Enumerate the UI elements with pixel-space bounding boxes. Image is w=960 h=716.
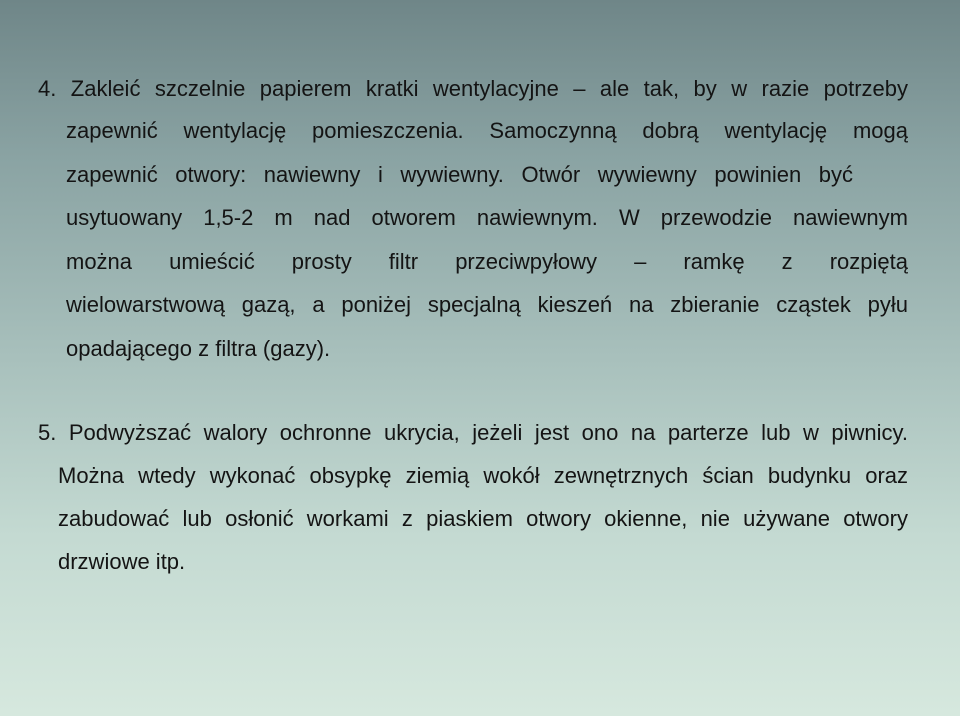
item-4-line-4: usytuowany 1,5-2 m nad otworem nawiewnym. W przewodzie nawiewnym — [66, 205, 908, 230]
item-4-line-7: opadającego z filtra (gazy). — [66, 336, 331, 361]
item-5-line-1: 5. Podwyższać walory ochronne ukrycia, jeżeli jest ono na parterze lub w piwnicy. — [38, 420, 908, 445]
item-5-line-2: Można wtedy wykonać obsypkę ziemią wokół zewnętrznych ścian budynku oraz — [58, 463, 908, 488]
item-5-line-3: zabudować lub osłonić workami z piaskiem otwory okienne, nie używane otwory — [58, 506, 908, 531]
item-4-line-2: zapewnić wentylację pomieszczenia. Samoczynną dobrą wentylację mogą — [66, 118, 908, 143]
item-4-line-5: można umieścić prosty filtr przeciwpyłowy – ramkę z rozpiętą — [66, 249, 908, 274]
item-5-line-4: drzwiowe itp. — [58, 549, 186, 574]
item-4-line-6: wielowarstwową gazą, a poniżej specjalną kieszeń na zbieranie cząstek pyłu — [66, 292, 908, 317]
item-4-line-1: 4. Zakleić szczelnie papierem kratki wentylacyjne – ale tak, by w razie potrzeby — [38, 76, 908, 101]
item-4-line-3: zapewnić otwory: nawiewny i wywiewny. Otwór wywiewny powinien być — [66, 162, 853, 187]
